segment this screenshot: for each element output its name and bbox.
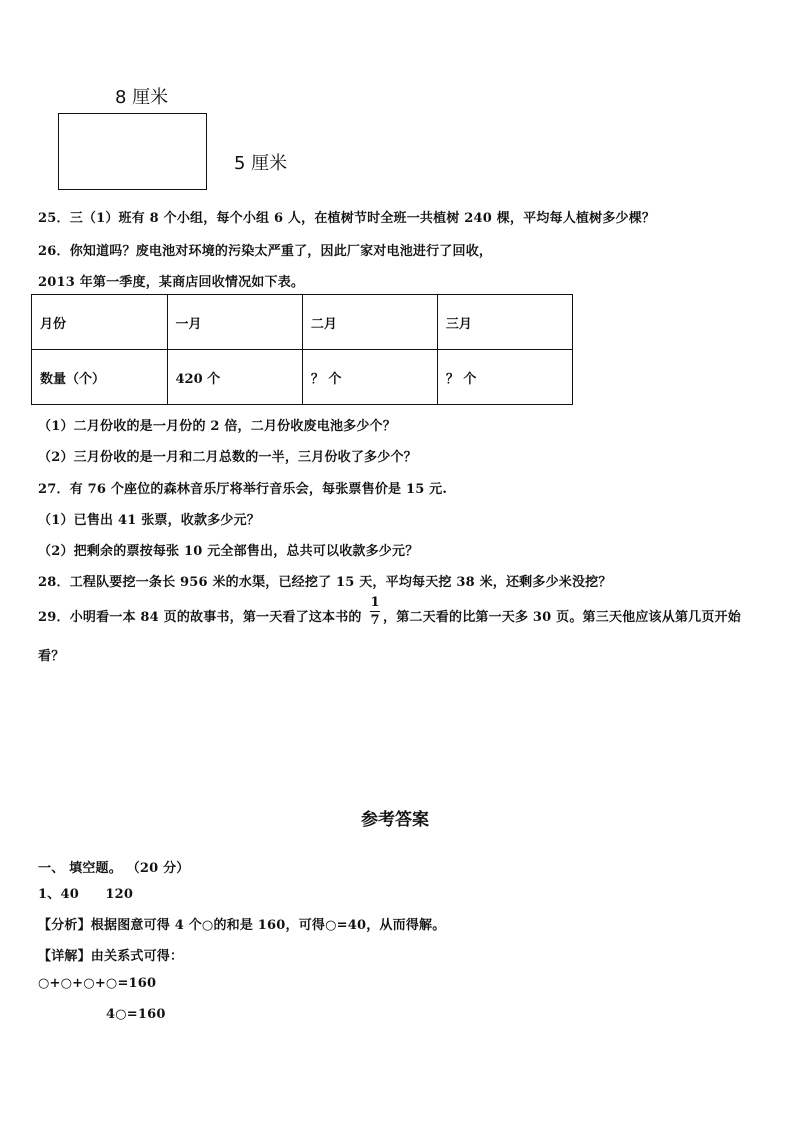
table-cell: 一月 (167, 295, 302, 350)
rect-side-label: 5 厘米 (234, 153, 288, 174)
fraction-denominator: 7 (370, 613, 380, 628)
question-26: 26．你知道吗？废电池对环境的污染太严重了，因此厂家对电池进行了回收， (38, 244, 493, 259)
answer-analysis: 【分析】根据图意可得 4 个○的和是 160，可得○=40，从而得解。 (38, 918, 446, 933)
table-cell: 月份 (32, 295, 168, 350)
answer-item-1: 1、40 120 (38, 887, 134, 902)
recycle-table (31, 294, 573, 405)
answers-title: 参考答案 (361, 810, 429, 830)
table-cell: 数量（个） (32, 350, 168, 405)
answer-equation-1: ○+○+○+○=160 (38, 976, 157, 991)
rectangle-figure (58, 113, 207, 190)
fraction-numerator: 1 (370, 595, 380, 610)
question-28: 28．工程队要挖一条长 956 米的水渠，已经挖了 15 天，平均每天挖 38 米，还剩多少米没挖？ (38, 575, 612, 590)
table-cell: 二月 (302, 295, 437, 350)
rect-top-label: 8 厘米 (115, 87, 169, 108)
question-26-sub1: （1）二月份收的是一月份的 2 倍，二月份收废电池多少个？ (38, 419, 396, 434)
question-26-line2: 2013 年第一季度，某商店回收情况如下表。 (38, 275, 305, 290)
question-29-part1: 29．小明看一本 84 页的故事书，第一天看了这本书的 (38, 610, 362, 625)
answers-section-heading: 一、 填空题。 （20 分） (38, 861, 190, 876)
table-cell: 420 个 (167, 350, 302, 405)
question-29-line2: 看？ (38, 649, 65, 664)
answer-detail: 【详解】由关系式可得： (38, 949, 184, 964)
table-cell: ？ 个 (302, 350, 437, 405)
question-27-sub2: （2）把剩余的票按每张 10 元全部售出，总共可以收款多少元？ (38, 544, 419, 559)
answer-equation-2: 4○=160 (106, 1007, 166, 1022)
table-cell: ？ 个 (437, 350, 572, 405)
table-cell: 三月 (437, 295, 572, 350)
question-25: 25．三（1）班有 8 个小组，每个小组 6 人，在植树节时全班一共植树 240 棵，平均每人植树多少棵？ (38, 211, 656, 226)
table-row (32, 350, 573, 405)
table-header-row (32, 295, 573, 350)
fraction-one-seventh (370, 595, 380, 628)
question-26-sub2: （2）三月份收的是一月和二月总数的一半，三月份收了多少个？ (38, 450, 417, 465)
fraction-bar (370, 611, 380, 612)
question-27-sub1: （1）已售出 41 张票，收款多少元？ (38, 513, 260, 528)
question-27: 27．有 76 个座位的森林音乐厅将举行音乐会，每张票售价是 15 元. (38, 482, 448, 497)
question-29-part2: ，第二天看的比第一天多 30 页。第三天他应该从第几页开始 (383, 610, 741, 625)
